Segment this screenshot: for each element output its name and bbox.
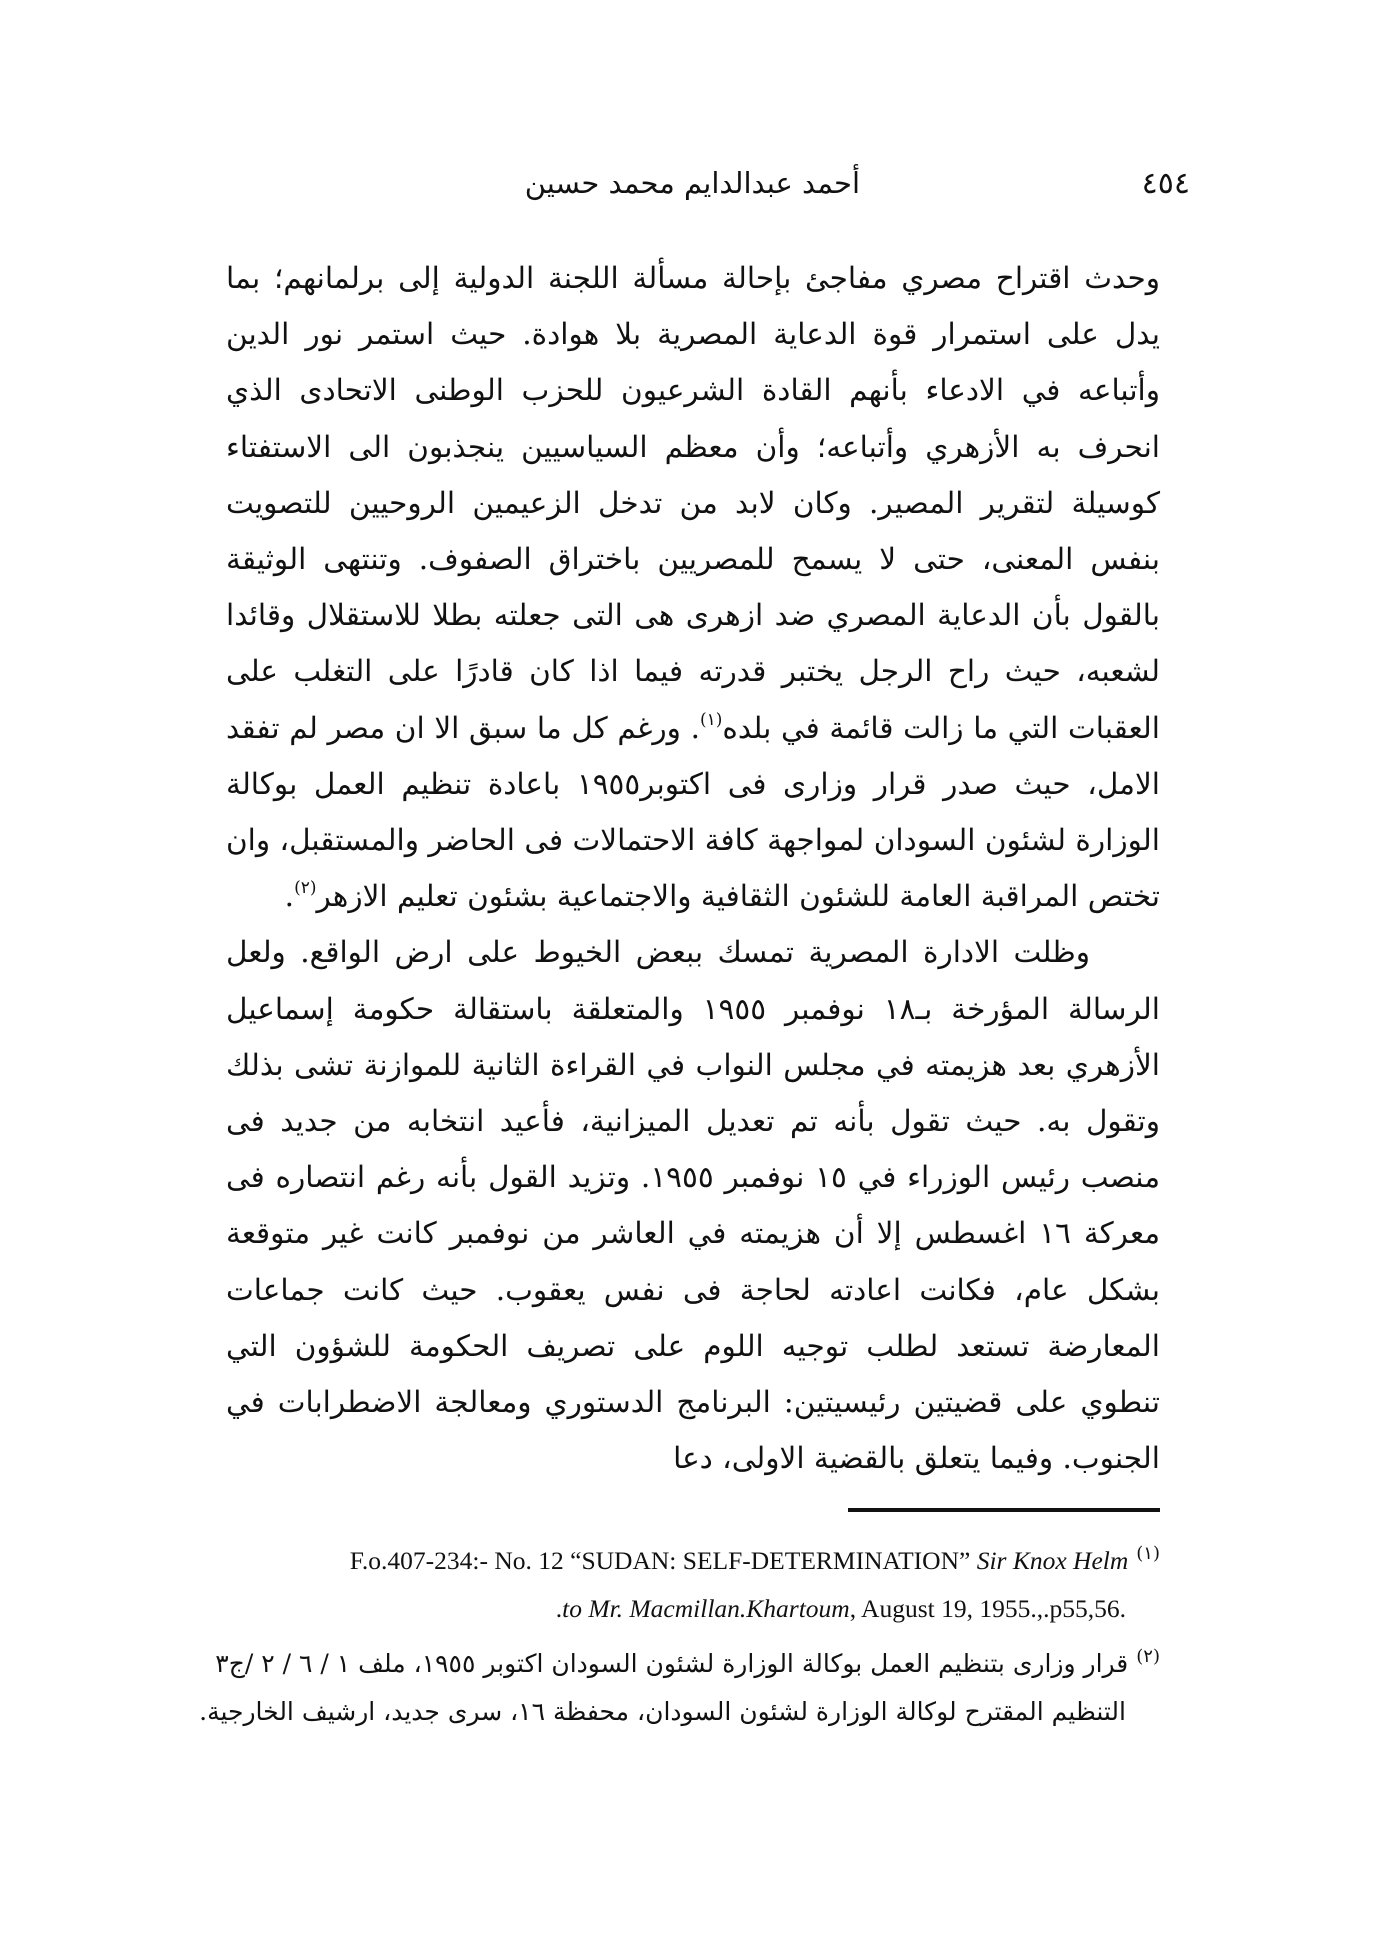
footnote-separator — [848, 1508, 1160, 1512]
footnote-1-citation — [350, 1546, 1129, 1575]
body-text — [226, 250, 1160, 1486]
page-header — [260, 158, 1190, 218]
footnote-1-author: Sir Knox Helm — [976, 1546, 1129, 1575]
running-head-author: أحمد عبدالدايم محمد حسين — [524, 166, 860, 200]
footnote-1-line-1 — [226, 1530, 1160, 1585]
footnote-1-source: F.o.407-234:- No. 12 “SUDAN: SELF-DETERMINATION” — [349, 1546, 977, 1575]
footnote-1-recipient: to Mr. Macmillan.Khartoum — [562, 1594, 850, 1623]
footnote-2-text-2: التنظيم المقترح لوكالة الوزارة لشئون السودان، محفظة ١٦، سرى جديد، ارشيف الخارجية. — [199, 1697, 1126, 1726]
paragraph-2 — [226, 924, 1160, 1486]
paragraph-2-text: وظلت الادارة المصرية تمسك ببعض الخيوط على ارض الواقع. ولعل الرسالة المؤرخة بـ١٨ نوفمبر ١٩٥٥ والمتعلقة باستقالة حكومة إسماعيل الأزهري بعد هزيمته في مجلس النواب في القراءة الثانية للموازنة تشى بذلك وتقول به. حيث تقول بأنه تم تعديل الميزانية، فأعيد انتخابه من جديد فى منصب رئيس الوزراء في ١٥ نوفمبر ١٩٥٥. وتزيد القول بأنه رغم انتصاره فى معركة ١٦ اغسطس إلا أن هزيمته في العاشر من نوفمبر كانت غير متوقعة بشكل عام، فكانت اعادته لحاجة فى نفس يعقوب. حيث كانت جماعات المعارضة تستعد لطلب توجيه اللوم على تصريف الحكومة للشؤون التي تنطوي على قضيتين رئيسيتين: البرنامج الدستوري ومعالجة الاضطرابات في الجنوب. وفيما يتعلق بالقضية الاولى، دعا — [226, 935, 1161, 1476]
footnote-2-number: (٢) — [1136, 1646, 1160, 1667]
paragraph-1-text-b: ورغم كل ما سبق الا ان مصر لم تفقد الامل، حيث صدر قرار وزارى فى اكتوبر١٩٥٥ باعادة تنظيم العمل بوكالة الوزارة لشئون السودان لمواجهة كافة الاحتمالات فى الحاضر والمستقبل، وان تختص المراقبة العامة للشئون الثقافية والاجتماعية بشئون تعليم الازهر — [226, 710, 1160, 914]
footnote-1-dot: . — [555, 1594, 563, 1623]
page-number: ٤٥٤ — [1141, 166, 1190, 201]
footnote-2-text-1: قرار وزارى بتنظيم العمل بوكالة الوزارة لشئون السودان اكتوبر ١٩٥٥، ملف ١ / ٦ / ٢ /ج٣ — [215, 1649, 1129, 1678]
footnote-1-number: (١) — [1136, 1543, 1160, 1564]
footnote-ref-2[interactable]: (٢) — [294, 878, 317, 899]
footnotes — [199, 1530, 1160, 1736]
footnote-2-line-2 — [199, 1688, 1160, 1736]
footnote-ref-1[interactable]: (١) — [699, 709, 723, 730]
paragraph-1 — [226, 250, 1160, 924]
footnote-1-date: , August 19, 1955.,.p55,56. — [849, 1594, 1126, 1623]
paragraph-1-end-a: . — [690, 710, 700, 745]
footnote-2-line-1 — [215, 1633, 1160, 1688]
paragraph-1-end-b: . — [284, 879, 295, 914]
footnote-1-line-2 — [226, 1585, 1160, 1633]
paragraph-1-text-a: وحدث اقتراح مصري مفاجئ بإحالة مسألة اللجنة الدولية إلى برلمانهم؛ بما يدل على استمرار قوة الدعاية المصرية بلا هوادة. حيث استمر نور الدين وأتباعه في الادعاء بأنهم القادة الشرعيون للحزب الوطنى الاتحادى الذي انحرف به الأزهري وأتباعه؛ وأن معظم السياسيين ينجذبون الى الاستفتاء كوسيلة لتقرير المصير. وكان لابد من تدخل الزعيمين الروحيين للتصويت بنفس المعنى، حتى لا يسمح للمصريين باختراق الصفوف. وتنتهى الوثيقة بالقول بأن الدعاية المصري ضد ازهرى هى التى جعلته بطلا للاستقلال وقائدا لشعبه، حيث راح الرجل يختبر قدرته فيما اذا كان قادرًا على التغلب على العقبات التي ما زالت قائمة في بلده — [226, 261, 1160, 745]
footnote-1-citation-cont — [556, 1594, 1126, 1623]
